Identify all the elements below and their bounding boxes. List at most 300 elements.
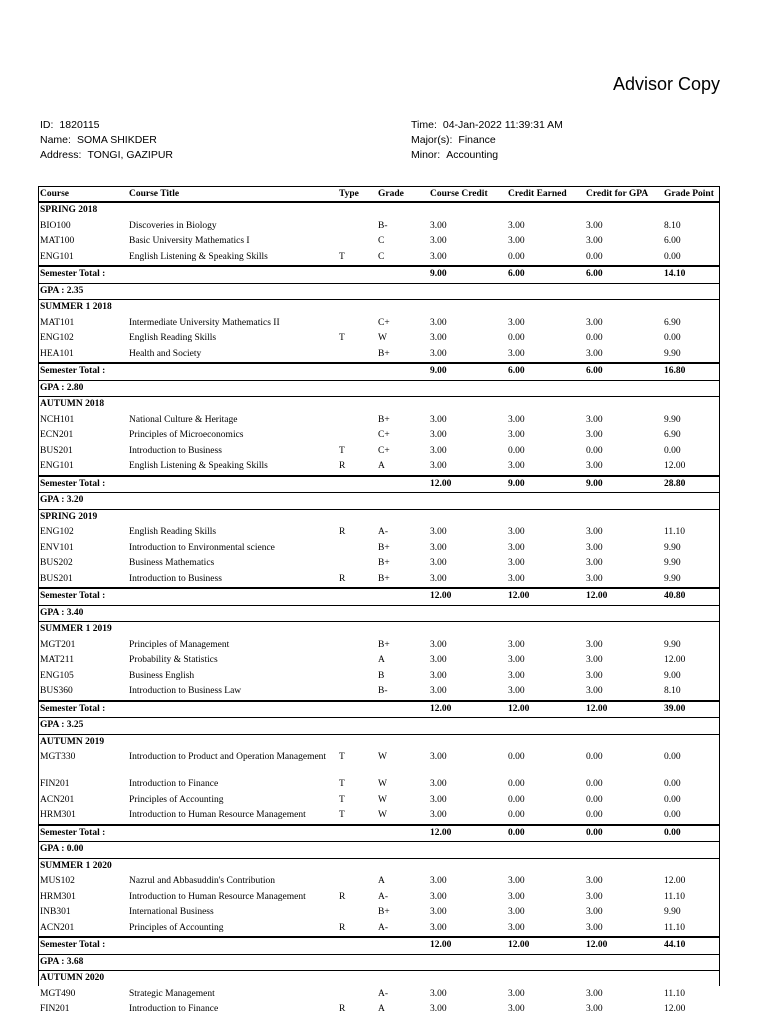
credit-earned: 3.00 bbox=[508, 639, 525, 650]
credit-earned: 3.00 bbox=[508, 317, 525, 328]
course-grade: A- bbox=[378, 891, 389, 902]
total-credit-for-gpa: 0.00 bbox=[584, 825, 662, 842]
course-credit: 3.00 bbox=[430, 558, 447, 569]
course-grade: W bbox=[378, 333, 387, 344]
course-grade: B bbox=[378, 670, 385, 681]
credit-earned: 3.00 bbox=[508, 573, 525, 584]
course-code: FIN201 bbox=[40, 779, 70, 790]
credit-earned: 3.00 bbox=[508, 558, 525, 569]
total-course-credit: 12.00 bbox=[428, 937, 506, 954]
course-row bbox=[38, 750, 720, 777]
semester-header-row bbox=[38, 734, 720, 750]
semester-header-row bbox=[38, 202, 720, 219]
course-row bbox=[38, 541, 720, 557]
course-code: ACN201 bbox=[40, 794, 75, 805]
course-row bbox=[38, 874, 720, 890]
credit-earned: 3.00 bbox=[508, 876, 525, 887]
course-type: R bbox=[339, 461, 346, 472]
credit-earned: 3.00 bbox=[508, 988, 525, 999]
course-row bbox=[38, 669, 720, 685]
course-grade: C+ bbox=[378, 317, 390, 328]
course-type: T bbox=[339, 794, 345, 805]
course-credit: 3.00 bbox=[430, 988, 447, 999]
course-credit: 3.00 bbox=[430, 907, 447, 918]
major-label: Major(s): bbox=[411, 134, 453, 146]
course-type: T bbox=[339, 779, 345, 790]
course-row bbox=[38, 413, 720, 429]
program-info bbox=[411, 118, 563, 163]
course-code: BUS202 bbox=[40, 558, 73, 569]
semester-total-label: Semester Total : bbox=[38, 701, 428, 718]
course-title: English Reading Skills bbox=[129, 527, 217, 538]
course-code: MGT490 bbox=[40, 988, 76, 999]
credit-earned: 3.00 bbox=[508, 527, 525, 538]
total-grade-point: 39.00 bbox=[662, 701, 720, 718]
course-credit: 3.00 bbox=[430, 445, 447, 456]
credit-for-gpa: 3.00 bbox=[586, 542, 603, 553]
semester-gpa: GPA : 3.40 bbox=[38, 605, 720, 622]
course-type: R bbox=[339, 891, 346, 902]
header-row bbox=[38, 187, 720, 203]
semester-total-row bbox=[38, 476, 720, 493]
grade-point: 12.00 bbox=[664, 461, 686, 472]
course-credit: 3.00 bbox=[430, 414, 447, 425]
semester-name: SPRING 2018 bbox=[40, 205, 98, 216]
course-type bbox=[337, 684, 376, 701]
course-title: Introduction to Human Resource Management bbox=[129, 891, 306, 902]
credit-for-gpa: 3.00 bbox=[586, 655, 603, 666]
col-course-credit: Course Credit bbox=[428, 187, 506, 203]
credit-earned: 0.00 bbox=[508, 794, 525, 805]
course-title: Intermediate University Mathematics II bbox=[129, 317, 280, 328]
course-row bbox=[38, 428, 720, 444]
credit-earned: 3.00 bbox=[508, 1004, 525, 1015]
course-grade: B+ bbox=[378, 348, 390, 359]
grade-point: 9.90 bbox=[664, 639, 681, 650]
total-credit-earned: 6.00 bbox=[506, 266, 584, 283]
course-title: English Reading Skills bbox=[129, 333, 217, 344]
course-code: ENG101 bbox=[40, 251, 74, 262]
course-row bbox=[38, 459, 720, 476]
grade-point: 8.10 bbox=[664, 220, 681, 231]
course-grade: A bbox=[378, 1004, 385, 1015]
total-credit-for-gpa: 9.00 bbox=[584, 476, 662, 493]
course-code: ENG105 bbox=[40, 670, 74, 681]
course-title: Introduction to Environmental science bbox=[129, 542, 275, 553]
course-type: T bbox=[339, 810, 345, 821]
total-grade-point: 28.80 bbox=[662, 476, 720, 493]
course-credit: 3.00 bbox=[430, 922, 447, 933]
course-credit: 3.00 bbox=[430, 542, 447, 553]
course-credit: 3.00 bbox=[430, 686, 447, 697]
course-title: Basic University Mathematics I bbox=[129, 236, 250, 247]
student-name-row bbox=[40, 133, 173, 148]
semester-total-label: Semester Total : bbox=[38, 476, 428, 493]
course-credit: 3.00 bbox=[430, 670, 447, 681]
course-row bbox=[38, 250, 720, 267]
course-grade: W bbox=[378, 794, 387, 805]
course-type bbox=[337, 347, 376, 364]
semester-header-row bbox=[38, 300, 720, 316]
total-credit-earned: 12.00 bbox=[506, 588, 584, 605]
total-course-credit: 9.00 bbox=[428, 266, 506, 283]
semester-header-row bbox=[38, 509, 720, 525]
course-grade: A bbox=[378, 655, 385, 666]
course-credit: 3.00 bbox=[430, 655, 447, 666]
minor-row bbox=[411, 148, 563, 163]
course-type: R bbox=[339, 573, 346, 584]
course-code: ENG102 bbox=[40, 333, 74, 344]
semester-name: AUTUMN 2019 bbox=[38, 734, 720, 750]
semester-total-label: Semester Total : bbox=[38, 937, 428, 954]
course-code: MAT100 bbox=[40, 236, 75, 247]
col-course-title: Course Title bbox=[127, 187, 337, 203]
credit-for-gpa: 3.00 bbox=[586, 414, 603, 425]
course-title: Discoveries in Biology bbox=[129, 220, 217, 231]
course-row bbox=[38, 684, 720, 701]
course-code: BIO100 bbox=[40, 220, 71, 231]
grade-point: 11.10 bbox=[664, 891, 686, 902]
gpa-row bbox=[38, 605, 720, 622]
course-code: MAT101 bbox=[40, 317, 75, 328]
grade-point: 11.10 bbox=[664, 988, 686, 999]
course-code: HRM301 bbox=[40, 810, 76, 821]
semester-total-row bbox=[38, 937, 720, 954]
course-code: INB301 bbox=[40, 907, 71, 918]
course-title: Introduction to Finance bbox=[129, 1004, 219, 1015]
course-code: HRM301 bbox=[40, 891, 76, 902]
total-course-credit: 12.00 bbox=[428, 701, 506, 718]
course-row bbox=[38, 331, 720, 347]
total-credit-for-gpa: 6.00 bbox=[584, 266, 662, 283]
semester-gpa: GPA : 2.35 bbox=[38, 283, 720, 300]
credit-earned: 0.00 bbox=[508, 251, 525, 262]
grade-point: 0.00 bbox=[664, 445, 681, 456]
course-row bbox=[38, 347, 720, 364]
course-type bbox=[337, 653, 376, 669]
course-grade: B+ bbox=[378, 573, 390, 584]
copy-label: Advisor Copy bbox=[612, 74, 720, 94]
grade-point: 12.00 bbox=[664, 655, 686, 666]
total-credit-earned: 0.00 bbox=[506, 825, 584, 842]
credit-for-gpa: 0.00 bbox=[586, 333, 603, 344]
credit-for-gpa: 3.00 bbox=[586, 907, 603, 918]
course-credit: 3.00 bbox=[430, 639, 447, 650]
course-credit: 3.00 bbox=[430, 317, 447, 328]
gpa-row bbox=[38, 380, 720, 397]
student-info bbox=[40, 118, 173, 163]
grade-point: 6.00 bbox=[664, 236, 681, 247]
course-grade: W bbox=[378, 752, 387, 762]
credit-for-gpa: 3.00 bbox=[586, 1004, 603, 1015]
student-address: TONGI, GAZIPUR bbox=[87, 149, 174, 161]
total-course-credit: 9.00 bbox=[428, 363, 506, 380]
grade-point: 12.00 bbox=[664, 1004, 686, 1015]
course-title: Business English bbox=[129, 670, 195, 681]
credit-earned: 3.00 bbox=[508, 461, 525, 472]
course-code: MAT211 bbox=[40, 655, 74, 666]
credit-earned: 3.00 bbox=[508, 430, 525, 441]
address-label: Address: bbox=[40, 149, 82, 161]
course-row bbox=[38, 890, 720, 906]
col-grade: Grade bbox=[376, 187, 428, 203]
course-grade: C+ bbox=[378, 430, 390, 441]
course-type bbox=[337, 316, 376, 332]
major-row bbox=[411, 133, 563, 148]
course-title: Introduction to Finance bbox=[129, 779, 219, 790]
course-code: ENV101 bbox=[40, 542, 74, 553]
grade-point: 12.00 bbox=[664, 876, 686, 887]
table-body bbox=[38, 202, 720, 1018]
grade-point: 9.90 bbox=[664, 907, 681, 918]
course-type bbox=[337, 556, 376, 572]
semester-name: SUMMER 1 2018 bbox=[38, 300, 720, 316]
student-id: 1820115 bbox=[59, 119, 100, 131]
grade-point: 0.00 bbox=[664, 752, 681, 762]
credit-earned: 3.00 bbox=[508, 414, 525, 425]
course-credit: 3.00 bbox=[430, 236, 447, 247]
course-grade: A bbox=[378, 461, 385, 472]
total-grade-point: 0.00 bbox=[662, 825, 720, 842]
total-grade-point: 14.10 bbox=[662, 266, 720, 283]
course-grade: A- bbox=[378, 988, 389, 999]
grade-point: 0.00 bbox=[664, 794, 681, 805]
course-row bbox=[38, 653, 720, 669]
course-credit: 3.00 bbox=[430, 527, 447, 538]
course-code: MGT330 bbox=[40, 752, 76, 762]
semester-gpa: GPA : 3.25 bbox=[38, 718, 720, 735]
course-credit: 3.00 bbox=[430, 891, 447, 902]
credit-for-gpa: 3.00 bbox=[586, 317, 603, 328]
grade-point: 8.10 bbox=[664, 686, 681, 697]
course-title: Principles of Microeconomics bbox=[129, 430, 244, 441]
course-credit: 3.00 bbox=[430, 220, 447, 231]
course-code: BUS201 bbox=[40, 573, 73, 584]
course-type bbox=[337, 541, 376, 557]
grade-point: 11.10 bbox=[664, 922, 686, 933]
course-type: T bbox=[339, 333, 345, 344]
course-type bbox=[337, 219, 376, 235]
course-credit: 3.00 bbox=[430, 779, 447, 790]
total-grade-point: 40.80 bbox=[662, 588, 720, 605]
time-label: Time: bbox=[411, 119, 437, 131]
credit-earned: 0.00 bbox=[508, 445, 525, 456]
course-title: English Listening & Speaking Skills bbox=[129, 461, 268, 472]
course-code: BUS360 bbox=[40, 686, 73, 697]
course-title: Nazrul and Abbasuddin's Contribution bbox=[129, 876, 276, 887]
course-type bbox=[337, 669, 376, 685]
course-grade: W bbox=[378, 779, 387, 790]
course-code: NCH101 bbox=[40, 414, 75, 425]
course-title: Business Mathematics bbox=[129, 558, 215, 569]
id-label: ID: bbox=[40, 119, 54, 131]
course-type: T bbox=[339, 752, 345, 762]
major: Finance bbox=[458, 134, 496, 146]
course-title: Introduction to Product and Operation Management bbox=[129, 752, 327, 762]
grade-point: 0.00 bbox=[664, 333, 681, 344]
course-type bbox=[337, 874, 376, 890]
semester-total-label: Semester Total : bbox=[38, 825, 428, 842]
semester-name: AUTUMN 2020 bbox=[38, 971, 720, 987]
semester-gpa: GPA : 3.20 bbox=[38, 493, 720, 510]
course-grade: W bbox=[378, 810, 387, 821]
student-address-row bbox=[40, 148, 173, 163]
table-header bbox=[38, 187, 720, 203]
course-row bbox=[38, 987, 720, 1003]
semester-name: SPRING 2019 bbox=[38, 509, 720, 525]
course-grade: A- bbox=[378, 922, 389, 933]
grade-point: 6.90 bbox=[664, 430, 681, 441]
grade-point: 11.10 bbox=[664, 527, 686, 538]
course-code: ACN201 bbox=[40, 922, 75, 933]
course-title: Introduction to Human Resource Management bbox=[129, 810, 306, 821]
credit-earned: 0.00 bbox=[508, 333, 525, 344]
total-credit-earned: 12.00 bbox=[506, 937, 584, 954]
course-credit: 3.00 bbox=[430, 430, 447, 441]
credit-earned: 3.00 bbox=[508, 891, 525, 902]
course-code: FIN201 bbox=[40, 1004, 70, 1015]
grade-point: 0.00 bbox=[664, 779, 681, 790]
total-credit-for-gpa: 12.00 bbox=[584, 588, 662, 605]
credit-for-gpa: 0.00 bbox=[586, 779, 603, 790]
student-id-row bbox=[40, 118, 173, 133]
semester-total-label: Semester Total : bbox=[38, 363, 428, 380]
grade-point: 6.90 bbox=[664, 317, 681, 328]
course-row bbox=[38, 234, 720, 250]
course-row bbox=[38, 444, 720, 460]
course-credit: 3.00 bbox=[430, 461, 447, 472]
transcript-table bbox=[38, 186, 720, 1018]
course-type bbox=[337, 428, 376, 444]
name-label: Name: bbox=[40, 134, 71, 146]
credit-for-gpa: 3.00 bbox=[586, 220, 603, 231]
credit-for-gpa: 0.00 bbox=[586, 445, 603, 456]
semester-name: SUMMER 1 2019 bbox=[38, 622, 720, 638]
gpa-row bbox=[38, 493, 720, 510]
credit-earned: 3.00 bbox=[508, 922, 525, 933]
gpa-row bbox=[38, 718, 720, 735]
course-code: MUS102 bbox=[40, 876, 75, 887]
course-credit: 3.00 bbox=[430, 876, 447, 887]
course-code: MGT201 bbox=[40, 639, 76, 650]
course-row bbox=[38, 793, 720, 809]
course-title: Principles of Accounting bbox=[129, 794, 224, 805]
credit-for-gpa: 3.00 bbox=[586, 236, 603, 247]
course-row bbox=[38, 556, 720, 572]
semester-header-row bbox=[38, 971, 720, 987]
course-code: BUS201 bbox=[40, 445, 73, 456]
course-grade: B+ bbox=[378, 639, 390, 650]
course-type: T bbox=[339, 251, 345, 262]
student-name: SOMA SHIKDER bbox=[76, 134, 157, 146]
course-type: R bbox=[339, 1004, 346, 1015]
credit-earned: 0.00 bbox=[508, 779, 525, 790]
course-type: R bbox=[339, 527, 346, 538]
credit-earned: 3.00 bbox=[508, 686, 525, 697]
credit-earned: 3.00 bbox=[508, 670, 525, 681]
course-title: English Listening & Speaking Skills bbox=[129, 251, 268, 262]
grade-point: 9.90 bbox=[664, 573, 681, 584]
course-row bbox=[38, 525, 720, 541]
course-code: ECN201 bbox=[40, 430, 74, 441]
credit-for-gpa: 3.00 bbox=[586, 573, 603, 584]
credit-for-gpa: 3.00 bbox=[586, 639, 603, 650]
course-row bbox=[38, 1002, 720, 1018]
course-grade: B+ bbox=[378, 907, 390, 918]
semester-name: SUMMER 1 2020 bbox=[38, 858, 720, 874]
col-type: Type bbox=[337, 187, 376, 203]
course-credit: 3.00 bbox=[430, 752, 447, 762]
course-credit: 3.00 bbox=[430, 1004, 447, 1015]
course-credit: 3.00 bbox=[430, 348, 447, 359]
semester-gpa: GPA : 2.80 bbox=[38, 380, 720, 397]
course-type bbox=[337, 905, 376, 921]
course-grade: B+ bbox=[378, 542, 390, 553]
report-time: 04-Jan-2022 11:39:31 AM bbox=[442, 119, 563, 131]
course-title: Principles of Management bbox=[129, 639, 230, 650]
semester-total-label: Semester Total : bbox=[38, 266, 428, 283]
credit-earned: 3.00 bbox=[508, 655, 525, 666]
course-grade: B- bbox=[378, 220, 388, 231]
course-title: Principles of Accounting bbox=[129, 922, 224, 933]
total-grade-point: 44.10 bbox=[662, 937, 720, 954]
semester-total-label: Semester Total : bbox=[38, 588, 428, 605]
course-type bbox=[337, 413, 376, 429]
semester-total-row bbox=[38, 825, 720, 842]
credit-for-gpa: 3.00 bbox=[586, 988, 603, 999]
total-credit-earned: 9.00 bbox=[506, 476, 584, 493]
credit-earned: 3.00 bbox=[508, 907, 525, 918]
course-grade: A- bbox=[378, 527, 389, 538]
course-code: ENG101 bbox=[40, 461, 74, 472]
semester-gpa: GPA : 3.68 bbox=[38, 954, 720, 971]
total-credit-for-gpa: 12.00 bbox=[584, 937, 662, 954]
credit-earned: 3.00 bbox=[508, 220, 525, 231]
credit-earned: 0.00 bbox=[508, 810, 525, 821]
course-row bbox=[38, 905, 720, 921]
course-title: Introduction to Business bbox=[129, 573, 222, 584]
course-grade: A bbox=[378, 876, 385, 887]
credit-for-gpa: 3.00 bbox=[586, 922, 603, 933]
course-title: Strategic Management bbox=[129, 988, 215, 999]
semester-header-row bbox=[38, 397, 720, 413]
semester-gpa: GPA : 0.00 bbox=[38, 842, 720, 859]
semester-total-row bbox=[38, 588, 720, 605]
semester-name: AUTUMN 2018 bbox=[38, 397, 720, 413]
course-type bbox=[337, 987, 376, 1003]
credit-for-gpa: 3.00 bbox=[586, 461, 603, 472]
credit-earned: 3.00 bbox=[508, 236, 525, 247]
credit-for-gpa: 3.00 bbox=[586, 558, 603, 569]
credit-for-gpa: 0.00 bbox=[586, 251, 603, 262]
grade-point: 9.00 bbox=[664, 670, 681, 681]
course-grade: B+ bbox=[378, 558, 390, 569]
credit-for-gpa: 3.00 bbox=[586, 527, 603, 538]
course-grade: C bbox=[378, 251, 385, 262]
credit-earned: 3.00 bbox=[508, 348, 525, 359]
total-course-credit: 12.00 bbox=[428, 588, 506, 605]
credit-for-gpa: 3.00 bbox=[586, 876, 603, 887]
gpa-row bbox=[38, 283, 720, 300]
credit-for-gpa: 3.00 bbox=[586, 430, 603, 441]
course-type: R bbox=[339, 922, 346, 933]
course-row bbox=[38, 316, 720, 332]
course-type: T bbox=[339, 445, 345, 456]
minor-label: Minor: bbox=[411, 149, 441, 161]
course-grade: C+ bbox=[378, 445, 390, 456]
course-grade: C bbox=[378, 236, 385, 247]
course-row bbox=[38, 219, 720, 235]
